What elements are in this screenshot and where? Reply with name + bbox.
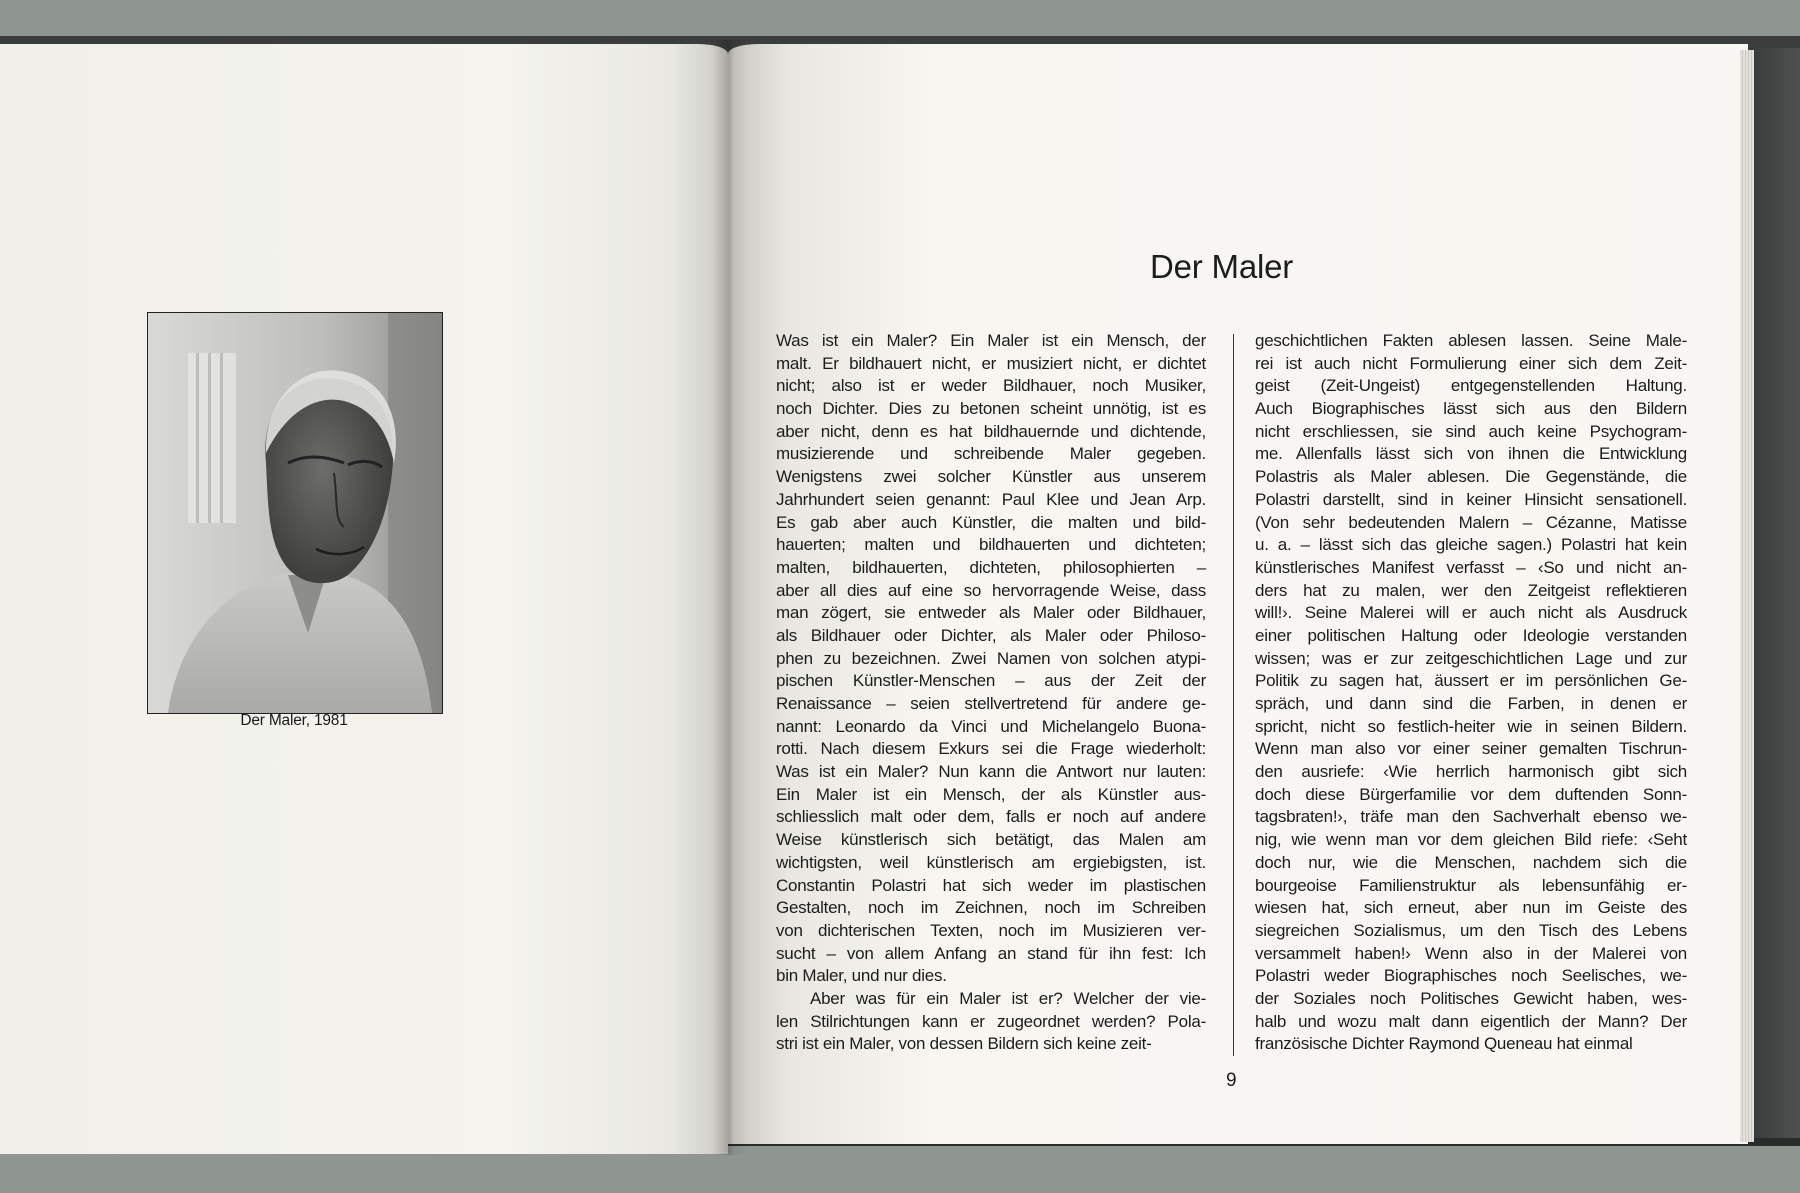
text-line: pischen Künstler-Menschen – aus der Zeit der: [776, 671, 1206, 691]
text-line: doch diese Bürgerfamilie vor dem duftenden Sonn-: [1255, 784, 1687, 804]
text-line: me. Allenfalls lässt sich von ihnen die Entwicklung: [1255, 444, 1687, 464]
text-line: einer politischen Haltung oder Ideologie verstanden: [1255, 625, 1687, 645]
text-line: den ausriefe: ‹Wie herrlich harmonisch gibt sich: [1255, 762, 1687, 782]
text-line: Constantin Polastri hat sich weder im plastischen: [776, 875, 1206, 895]
portrait-photo: [147, 312, 443, 714]
text-line: schliesslich malt oder dem, falls er noch auf andere: [776, 807, 1206, 827]
text-line: len Stilrichtungen kann er zugeordnet werden? Pola-: [776, 1011, 1206, 1031]
text-line: ders hat zu malen, wer den Zeitgeist reflektieren: [1255, 580, 1687, 600]
text-line: rotti. Nach diesem Exkurs sei die Frage wiederholt:: [776, 739, 1206, 759]
text-line: Wenigstens zwei solcher Künstler aus unserem: [776, 467, 1206, 487]
text-line: malten, bildhauerten, dichteten, philosophierten –: [776, 557, 1206, 577]
photo-caption: Der Maler, 1981: [240, 712, 348, 729]
text-line: stri ist ein Maler, von dessen Bildern sich keine zeit-: [776, 1034, 1152, 1054]
text-line: französische Dichter Raymond Queneau hat einmal: [1255, 1034, 1633, 1054]
text-line: bin Maler, und nur dies.: [776, 966, 947, 986]
text-line: malt. Er bildhauert nicht, er musiziert nicht, er dichtet: [776, 353, 1206, 373]
text-line: Gestalten, noch im Zeichnen, noch im Schreiben: [776, 898, 1206, 918]
text-line: sucht – von allem Anfang an stand für ihn fest: Ich: [776, 943, 1206, 963]
text-line: Es gab aber auch Künstler, die malten und bild-: [776, 512, 1206, 532]
text-line: noch Dichter. Dies zu betonen scheint unnötig, ist es: [776, 399, 1206, 419]
text-line: Was ist ein Maler? Nun kann die Antwort nur lauten:: [776, 762, 1206, 782]
text-line: Renaissance – seien stellvertretend für andere ge-: [776, 694, 1206, 713]
text-line: (Von sehr bedeutenden Malern – Cézanne, Matisse: [1255, 512, 1687, 532]
text-line: geist (Zeit-Ungeist) entgegenstellenden Haltung.: [1255, 376, 1687, 396]
text-line: bourgeoise Familienstruktur als lebensunfähig er-: [1255, 875, 1687, 895]
text-line: musizierende und schreibende Maler gegeben.: [776, 444, 1206, 464]
text-line: aber all dies auf eine so hervorragende Weise, dass: [776, 580, 1206, 600]
text-line: phen zu bezeichnen. Zwei Namen von solchen atypi-: [776, 648, 1206, 668]
text-line: wissen; was er zur zeitgeschichtlichen Lage und zur: [1255, 648, 1687, 668]
page-stack-edge: [1740, 50, 1754, 1142]
chapter-title: Der Maler: [1150, 248, 1294, 285]
text-line: u. a. – lässt sich das gleiche sagen.) Polastri hat kein: [1255, 535, 1687, 555]
text-line: als Bildhauer oder Dichter, als Maler oder Philoso-: [776, 625, 1206, 645]
text-line: Auch Biographisches lässt sich aus den Bildern: [1255, 399, 1687, 419]
page-number: 9: [1226, 1070, 1237, 1091]
text-column-right: [1255, 330, 1687, 1056]
text-line: Politik zu sagen hat, äussert er im persönlichen Ge-: [1255, 671, 1687, 691]
text-line: der Soziales noch Politisches Gewicht haben, wes-: [1255, 988, 1687, 1008]
text-line: Was ist ein Maler? Ein Maler ist ein Mensch, der: [776, 331, 1206, 350]
text-line: nicht; also ist er weder Bildhauer, noch Musiker,: [776, 376, 1206, 396]
text-line: Weise künstlerisch sich betätigt, das Malen am: [776, 830, 1206, 850]
text-line: aber nicht, denn es hat bildhauernde und dichtende,: [776, 421, 1206, 441]
text-line: siegreichen Sozialismus, um den Tisch des Lebens: [1255, 920, 1687, 940]
text-line: Polastris als Maler ablesen. Die Gegenstände, die: [1255, 467, 1687, 487]
text-line: tagsbraten!›, träfe man den Sachverhalt ebenso we-: [1255, 807, 1687, 827]
text-column-left: [776, 330, 1206, 1056]
text-line: von dichterischen Texten, noch im Musizieren ver-: [776, 920, 1206, 940]
text-line: doch nur, wie die Menschen, nachdem sich die: [1255, 852, 1687, 872]
text-line: will!›. Seine Malerei will er auch nicht als Ausdruck: [1255, 603, 1687, 623]
text-line: Wenn man also vor einer seiner gemalten Tischrun-: [1255, 739, 1687, 759]
text-line: wichtigsten, weil künstlerisch am ergiebigsten, ist.: [776, 852, 1206, 872]
text-line: nig, wie wenn man vor dem gleichen Bild riefe: ‹Seht: [1255, 830, 1687, 850]
text-line: rei ist auch nicht Formulierung einer sich dem Zeit-: [1255, 353, 1687, 373]
text-line: Jahrhundert seien genannt: Paul Klee und Jean Arp.: [776, 489, 1206, 509]
text-line: hauerten; malten und bildhauerten und dichteten;: [776, 535, 1206, 555]
text-line: geschichtlichen Fakten ablesen lassen. Seine Male-: [1255, 331, 1687, 350]
text-line: nannt: Leonardo da Vinci und Michelangelo Buona-: [776, 716, 1206, 736]
text-line: spricht, nicht so festlich-heiter wie in seinen Bildern.: [1255, 716, 1687, 736]
text-line: versammelt haben!› Wenn also in der Malerei von: [1255, 943, 1687, 963]
text-line: künstlerisches Manifest verfasst – ‹So und nicht an-: [1255, 557, 1687, 577]
column-divider: [1233, 334, 1234, 1056]
text-line: man zögert, sie entweder als Maler oder Bildhauer,: [776, 603, 1206, 623]
portrait-image: [148, 313, 442, 713]
text-line: wiesen hat, sich erneut, aber nun im Geiste des: [1255, 898, 1687, 918]
text-line: Polastri weder Biographisches noch Seelisches, we-: [1255, 966, 1687, 986]
text-line: halb und wozu malt dann eigentlich der Mann? Der: [1255, 1011, 1687, 1031]
text-line: spräch, und dann sind die Farben, in denen er: [1255, 694, 1687, 713]
text-line: Polastri darstellt, sind in keiner Hinsicht sensationell.: [1255, 489, 1687, 509]
book-gutter: [712, 40, 748, 1155]
text-line: Aber was für ein Maler ist er? Welcher der vie-: [810, 988, 1206, 1008]
text-line: Ein Maler ist ein Mensch, der als Künstler aus-: [776, 784, 1206, 804]
text-line: nicht erschliessen, sie sind auch keine Psychogram-: [1255, 421, 1687, 441]
